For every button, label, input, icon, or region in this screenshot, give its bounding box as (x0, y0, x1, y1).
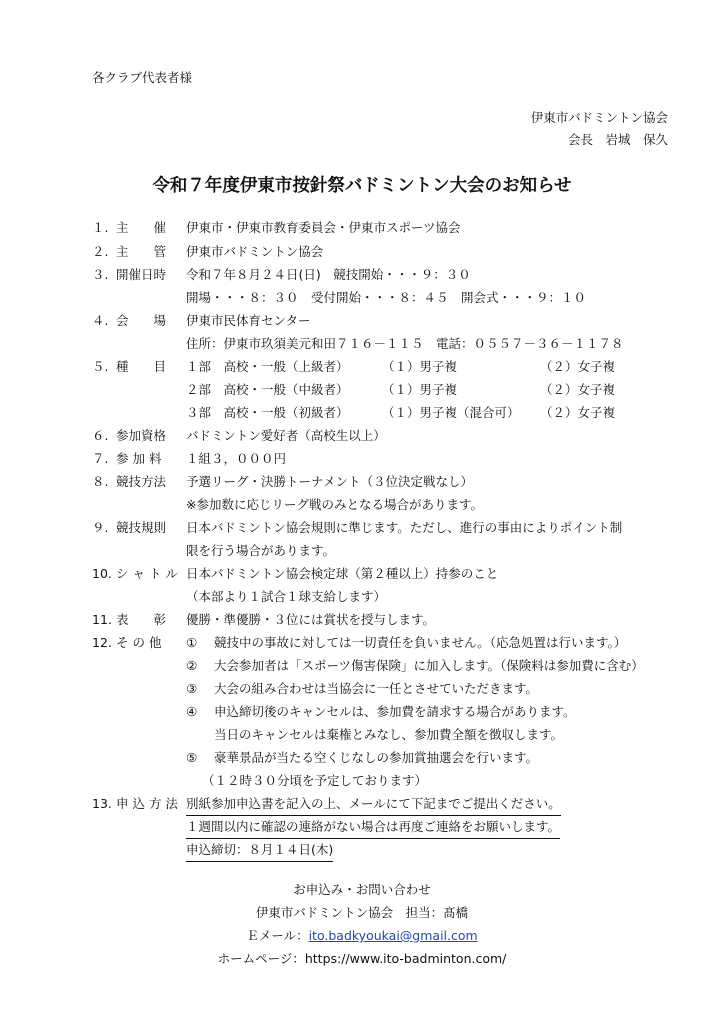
item-eligibility (92, 426, 386, 446)
note-mark: ② (186, 658, 198, 673)
email-label: Ｅメール： (246, 928, 309, 943)
note-mark: ④ (186, 704, 198, 719)
sender-organization: 伊東市バドミントン協会 (530, 110, 668, 125)
item-rules (92, 518, 623, 538)
item-organizer (92, 242, 324, 262)
contact-person: 伊東市バドミントン協会 担当：髙橋 (255, 905, 469, 920)
item-label: 主 管 (116, 244, 167, 259)
item-number: ５. (92, 359, 109, 374)
item-other (92, 633, 188, 653)
item-value: （本部より１試合１球支給します） (186, 589, 387, 604)
item-value: ※参加数に応じリーグ戦のみとなる場合があります。 (186, 497, 483, 512)
item-awards (92, 610, 436, 630)
note-text: 申込締切後のキャンセルは、参加費を請求する場合があります。 (214, 704, 576, 719)
item-sponsor (92, 218, 461, 238)
item-label: 会 場 (116, 313, 167, 328)
item-application (92, 794, 561, 814)
item-label: 種 目 (116, 359, 167, 374)
item-label: 主 催 (116, 220, 167, 235)
note-text: 大会の組み合わせは当協会に一任とさせていただきます。 (214, 681, 539, 696)
item-label: そ の 他 (116, 635, 162, 650)
item-number: １. (92, 220, 109, 235)
note-text: 競技中の事故に対しては一切責任を負いません。（応急処置は行います。） (214, 635, 627, 650)
item-label: 表 彰 (116, 612, 167, 627)
item-label: 申 込 方 法 (116, 796, 178, 811)
item-value: 住所：伊東市玖須美元和田７１６－１１５ 電話：０５５７－３６－１１７８ (186, 336, 624, 351)
item-value: バドミントン愛好者（高校生以上） (186, 428, 386, 443)
event-mens-doubles: （１）男子複 (382, 382, 458, 397)
contact-email-line (0, 926, 724, 944)
event-division: ３部 高校・一般（初級者） (186, 405, 349, 420)
item-label: 開催日時 (116, 267, 167, 282)
item-label: シ ャ ト ル (116, 566, 178, 581)
item-number: ８. (92, 474, 109, 489)
note-text: （１２時３０分頃を予定しております） (202, 773, 428, 788)
item-number: ３. (92, 267, 109, 282)
event-womens-doubles: （２）女子複 (540, 359, 616, 374)
item-value: 令和７年８月２４日(日) 競技開始・・・９：３０ (186, 267, 471, 282)
item-number: 10. (92, 566, 112, 581)
item-label: 競技方法 (116, 474, 167, 489)
item-value: １週間以内に確認の連絡がない場合は再度ご連絡をお願いします。 (186, 817, 560, 839)
item-format (92, 472, 474, 492)
note-text: 豪華景品が当たる空くじなしの参加賞抽選会を行います。 (214, 750, 539, 765)
item-number: ４. (92, 313, 109, 328)
item-value: 開場・・・８：３０ 受付開始・・・８：４５ 開会式・・・９：１０ (186, 290, 587, 305)
item-value: 伊東市バドミントン協会 (186, 244, 324, 259)
homepage-url[interactable]: https://www.ito-badminton.com/ (304, 951, 507, 966)
item-number: 11. (92, 612, 112, 627)
item-value: 予選リーグ・決勝トーナメント（３位決定戦なし） (186, 474, 474, 489)
item-number: ９. (92, 520, 109, 535)
item-fee (92, 449, 287, 469)
item-value: 伊東市・伊東市教育委員会・伊東市スポーツ協会 (186, 220, 461, 235)
item-number: ７. (92, 451, 109, 466)
note-text: 当日のキャンセルは棄権とみなし、参加費全額を徴収します。 (214, 727, 564, 742)
contact-heading: お申込み・お問い合わせ (293, 882, 431, 897)
item-label: 競技規則 (116, 520, 167, 535)
event-mens-doubles: （１）男子複（混合可） (382, 405, 520, 420)
item-number: 12. (92, 635, 112, 650)
contact-homepage-line (0, 949, 724, 967)
homepage-label: ホームページ： (217, 951, 305, 966)
item-number: 13. (92, 796, 112, 811)
item-number: ６. (92, 428, 109, 443)
application-deadline: 申込締切：８月１４日(木) (186, 840, 333, 862)
item-label: 参 加 料 (116, 451, 162, 466)
email-link[interactable]: ito.badkyoukai@gmail.com (308, 928, 478, 943)
item-value: 別紙参加申込書を記入の上、メールにて下記までご提出ください。 (186, 794, 561, 816)
item-value: 日本バドミントン協会規則に準じます。ただし、進行の事由によりポイント制 (186, 520, 623, 535)
note-mark: ③ (186, 681, 198, 696)
event-womens-doubles: （２）女子複 (540, 405, 616, 420)
item-label: 参加資格 (116, 428, 167, 443)
event-mens-doubles: （１）男子複 (382, 359, 458, 374)
item-value: 伊東市民体育センター (186, 313, 311, 328)
addressee: 各クラブ代表者様 (92, 70, 193, 85)
event-division: ２部 高校・一般（中級者） (186, 382, 349, 397)
note-mark: ① (186, 635, 198, 650)
item-events (92, 357, 188, 377)
event-womens-doubles: （２）女子複 (540, 382, 616, 397)
item-value: 優勝・準優勝・３位には賞状を授与します。 (186, 612, 436, 627)
event-division: １部 高校・一般（上級者） (186, 359, 349, 374)
note-mark: ⑤ (186, 750, 198, 765)
item-number: ２. (92, 244, 109, 259)
item-value: 限を行う場合があります。 (186, 543, 336, 558)
item-datetime (92, 265, 471, 285)
sender-president: 会長 岩城 保久 (567, 132, 668, 147)
document-title: 令和７年度伊東市按針祭バドミントン大会のお知らせ (152, 176, 572, 196)
item-value: 日本バドミントン協会検定球（第２種以上）持参のこと (186, 566, 499, 581)
item-venue (92, 311, 311, 331)
note-text: 大会参加者は「スポーツ傷害保険」に加入します。（保険料は参加費に含む） (214, 658, 644, 673)
item-value: １組３，０００円 (186, 451, 287, 466)
item-shuttle (92, 564, 499, 584)
